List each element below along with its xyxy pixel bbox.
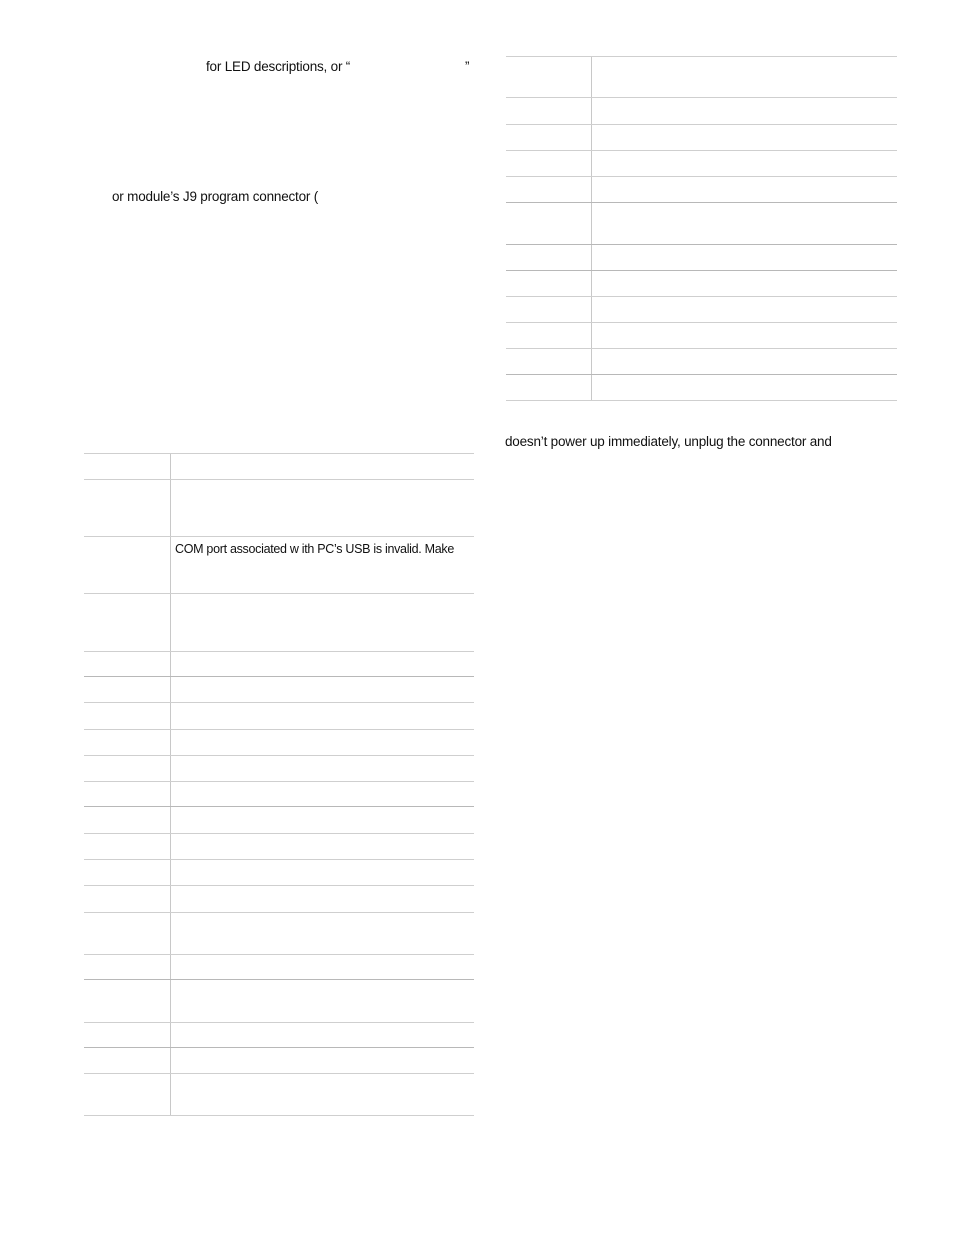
right-table-row-border <box>506 400 897 401</box>
left-table-row-border <box>84 453 474 454</box>
left-table-row-border <box>84 954 474 955</box>
left-table-row-border <box>84 593 474 594</box>
program-connector-text: or module’s J9 program connector ( <box>112 189 319 204</box>
right-table-row-border <box>506 176 897 177</box>
right-table-row-border <box>506 124 897 125</box>
left-table-row-border <box>84 1047 474 1048</box>
left-table-row-border <box>84 676 474 677</box>
left-table-row-border <box>84 755 474 756</box>
left-table-row-border <box>84 833 474 834</box>
right-table-row-border <box>506 322 897 323</box>
right-table-row-border <box>506 374 897 375</box>
left-table-row-border <box>84 1022 474 1023</box>
left-table-column-divider <box>170 453 171 1116</box>
left-table-row-border <box>84 912 474 913</box>
right-table-row-border <box>506 296 897 297</box>
left-table-row-border <box>84 979 474 980</box>
left-table-row-border <box>84 859 474 860</box>
left-table-row-border <box>84 536 474 537</box>
left-table-row-border <box>84 1115 474 1116</box>
power-up-instruction-text: doesn’t power up immediately, unplug the connector and <box>505 434 832 449</box>
right-table-row-border <box>506 97 897 98</box>
left-table-row-border <box>84 702 474 703</box>
left-table-row-border <box>84 1073 474 1074</box>
right-table-row-border <box>506 150 897 151</box>
right-table-column-divider <box>591 56 592 401</box>
left-table-row-border <box>84 885 474 886</box>
right-table-row-border <box>506 202 897 203</box>
left-table-row-border <box>84 729 474 730</box>
right-table-row-border <box>506 270 897 271</box>
left-table <box>84 453 474 1116</box>
right-table-row-border <box>506 244 897 245</box>
led-descriptions-text: for LED descriptions, or “ <box>206 59 351 74</box>
left-table-cell: COM port associated w ith PC’s USB is invalid. Make <box>175 542 455 556</box>
left-table-row-border <box>84 806 474 807</box>
left-table-row-border <box>84 781 474 782</box>
right-table-row-border <box>506 348 897 349</box>
right-table-row-border <box>506 56 897 57</box>
right-table <box>506 56 897 401</box>
left-table-row-border <box>84 651 474 652</box>
left-table-row-border <box>84 479 474 480</box>
closing-quote: ” <box>465 59 470 74</box>
